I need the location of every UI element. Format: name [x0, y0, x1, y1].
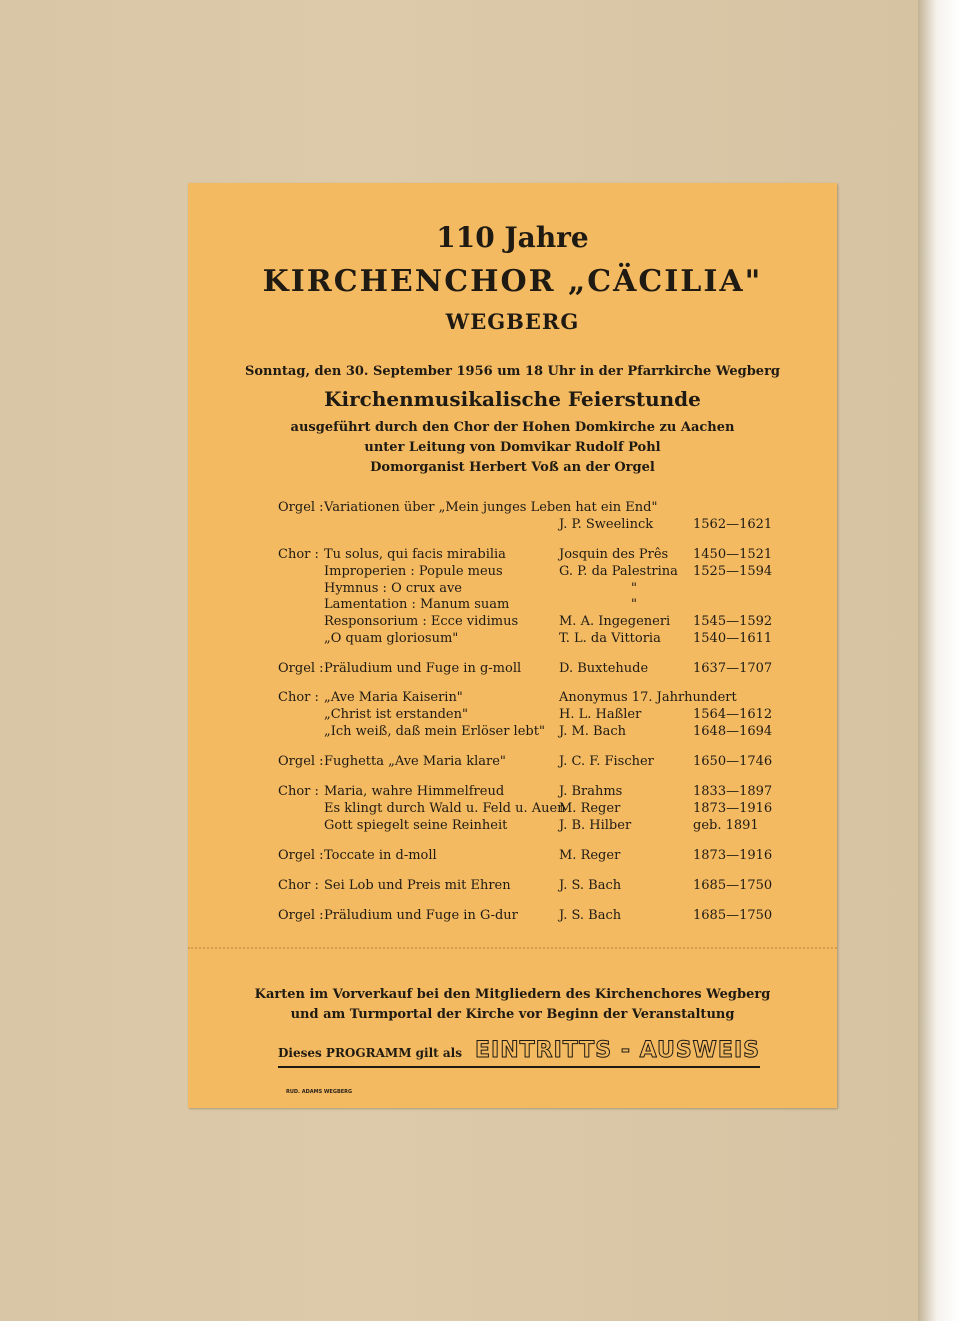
- admission-title: EINTRITTS - AUSWEIS: [475, 1038, 760, 1063]
- program-composer: J. Brahms: [559, 784, 623, 799]
- program-type: Chor :: [278, 547, 319, 562]
- program-row: [188, 690, 837, 707]
- program-row: [188, 784, 837, 801]
- concert-program-sheet: [188, 183, 837, 1108]
- program-dates: 1873—1916: [693, 848, 773, 863]
- program-row: [188, 564, 837, 581]
- program-composer: Anonymus 17. Jahrhundert: [559, 690, 737, 705]
- program-row: [188, 878, 837, 895]
- program-row: [188, 754, 837, 771]
- program-composer: J. M. Bach: [559, 724, 626, 739]
- program-type: Orgel :: [278, 500, 324, 515]
- program-type: Orgel :: [278, 754, 324, 769]
- program-dates: 1637—1707: [693, 661, 773, 676]
- program-title: Präludium und Fuge in G-dur: [324, 908, 518, 923]
- program-composer: M. A. Ingegeneri: [559, 614, 671, 629]
- program-row: [188, 801, 837, 818]
- program-row: [188, 631, 837, 648]
- program-composer: J. P. Sweelinck: [559, 517, 654, 532]
- ticket-info-line-2: und am Turmportal der Kirche vor Beginn der Veranstaltung: [290, 1007, 735, 1022]
- program-title: Präludium und Fuge in g-moll: [324, 661, 522, 676]
- printer-imprint: RUD. ADAMS WEGBERG: [286, 1089, 353, 1095]
- program-composer: ": [631, 581, 637, 596]
- program-dates: 1562—1621: [693, 517, 773, 532]
- program-title: Variationen über „Mein junges Leben hat ein End": [324, 500, 658, 515]
- program-dates: 1545—1592: [693, 614, 773, 629]
- program-dates: 1525—1594: [693, 564, 773, 579]
- program-title: Tu solus, qui facis mirabilia: [324, 547, 506, 562]
- program-row: [188, 517, 837, 534]
- date-line: Sonntag, den 30. September 1956 um 18 Uhr in der Pfarrkirche Wegberg: [244, 364, 781, 379]
- program-composer: J. C. F. Fischer: [559, 754, 654, 769]
- program-composer: H. L. Haßler: [559, 707, 642, 722]
- program-dates: 1564—1612: [693, 707, 773, 722]
- program-title: Maria, wahre Himmelfreud: [324, 784, 505, 799]
- program-row: [188, 661, 837, 678]
- program-title: Es klingt durch Wald u. Feld u. Auen: [324, 801, 566, 816]
- program-title: Responsorium : Ecce vidimus: [324, 614, 519, 629]
- program-title: Sei Lob und Preis mit Ehren: [324, 878, 511, 893]
- program-dates: 1873—1916: [693, 801, 773, 816]
- program-title: Gott spiegelt seine Reinheit: [324, 818, 508, 833]
- program-dates: 1833—1897: [693, 784, 773, 799]
- program-title: Hymnus : O crux ave: [324, 581, 462, 596]
- program-dates: 1648—1694: [693, 724, 773, 739]
- program-type: Orgel :: [278, 661, 324, 676]
- program-composer: M. Reger: [559, 848, 621, 863]
- program-dates: 1650—1746: [693, 754, 773, 769]
- program-row: [188, 500, 837, 517]
- program-composer: Josquin des Prês: [559, 547, 669, 562]
- program-title: Improperien : Popule meus: [324, 564, 503, 579]
- program-dates: geb. 1891: [693, 818, 759, 833]
- performer-line-3: Domorganist Herbert Voß an der Orgel: [370, 460, 655, 475]
- program-type: Orgel :: [278, 908, 324, 923]
- program-dates: 1685—1750: [693, 878, 773, 893]
- program-row: [188, 581, 837, 598]
- event-title: Kirchenmusikalische Feierstunde: [324, 387, 701, 411]
- program-title: Toccate in d-moll: [324, 848, 437, 863]
- program-row: [188, 614, 837, 631]
- program-row: [188, 707, 837, 724]
- program-composer: J. S. Bach: [559, 908, 622, 923]
- program-composer: T. L. da Vittoria: [559, 631, 661, 646]
- program-composer: J. B. Hilber: [559, 818, 632, 833]
- program-type: Chor :: [278, 784, 319, 799]
- program-title: „Christ ist erstanden": [324, 707, 468, 722]
- program-type: Chor :: [278, 690, 319, 705]
- program-title: „Ich weiß, daß mein Erlöser lebt": [324, 724, 545, 739]
- perforation-line: [188, 947, 837, 949]
- program-row: [188, 547, 837, 564]
- anniversary-heading: 110 Jahre: [436, 221, 589, 254]
- ticket-info-line-1: Karten im Vorverkauf bei den Mitgliedern des Kirchenchores Wegberg: [254, 987, 771, 1002]
- choir-name: KIRCHENCHOR „CÄCILIA": [262, 264, 763, 299]
- program-row: [188, 848, 837, 865]
- program-row: [188, 908, 837, 925]
- program-dates: 1685—1750: [693, 908, 773, 923]
- program-title: Lamentation : Manum suam: [324, 597, 510, 612]
- program-dates: 1450—1521: [693, 547, 773, 562]
- program-title: „O quam gloriosum": [324, 631, 459, 646]
- program-dates: 1540—1611: [693, 631, 773, 646]
- program-composer: M. Reger: [559, 801, 621, 816]
- program-type: Orgel :: [278, 848, 324, 863]
- performer-line-2: unter Leitung von Domvikar Rudolf Pohl: [364, 440, 661, 455]
- program-composer: G. P. da Palestrina: [559, 564, 678, 579]
- admission-lead: Dieses PROGRAMM gilt als: [278, 1046, 462, 1060]
- program-list: [188, 183, 837, 943]
- program-composer: ": [631, 597, 637, 612]
- admission-notice: [278, 1038, 760, 1068]
- program-row: [188, 597, 837, 614]
- program-type: Chor :: [278, 878, 319, 893]
- program-title: Fughetta „Ave Maria klare": [324, 754, 506, 769]
- program-composer: D. Buxtehude: [559, 661, 649, 676]
- program-composer: J. S. Bach: [559, 878, 622, 893]
- program-row: [188, 818, 837, 835]
- town-name: WEGBERG: [445, 309, 580, 334]
- performer-line-1: ausgeführt durch den Chor der Hohen Domkirche zu Aachen: [290, 420, 735, 435]
- program-title: „Ave Maria Kaiserin": [324, 690, 463, 705]
- backing-edge: [918, 0, 960, 1321]
- program-row: [188, 724, 837, 741]
